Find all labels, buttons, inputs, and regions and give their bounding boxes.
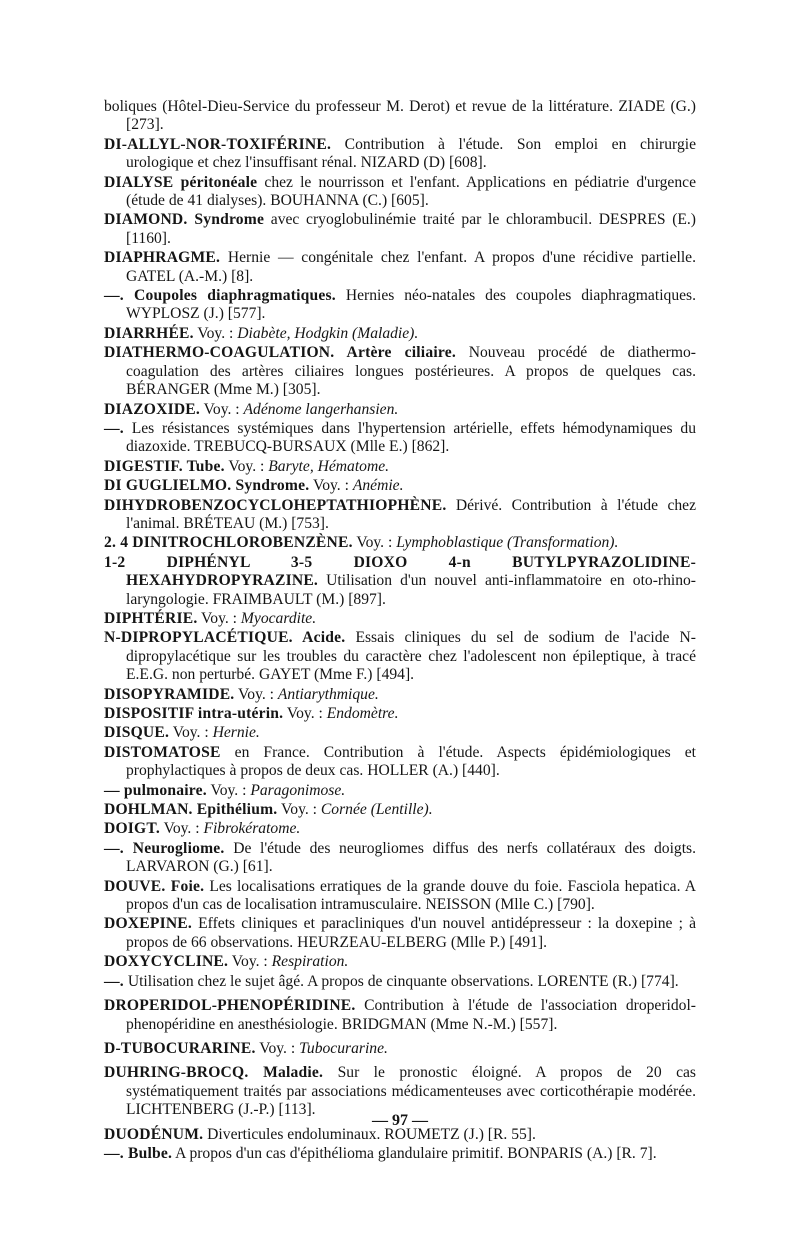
entry-text: Voy. : [210,781,247,799]
entry-text: avec cryoglobulinémie traité par le chlorambucil. DESPRES (E.) [1160]. [126,211,697,247]
entry-heading: DIAZOXIDE. [104,400,201,418]
entry-heading: —. Coupoles diaphragmatiques. [104,287,336,305]
entry-text: Diverticules endoluminaux. ROUMETZ (J.) [R. 55]. [207,1125,536,1143]
entry-text: Voy. : [203,400,240,418]
index-entry [104,344,696,399]
entry-see-also: Myocardite. [240,609,317,627]
entry-text: De l'étude des neurogliomes diffus des nerfs collatéraux des doigts. LARVARON (G.) [61]. [126,839,697,876]
entry-see-also: Endomètre. [326,705,399,722]
index-entry [104,534,696,552]
entry-text: Contribution à l'étude. Son emploi en chirurgie urologique et chez l'insuffisant rénal. NIZARD (D) [608]. [126,135,696,172]
entry-text: Voy. : [356,534,393,552]
entry-see-also: Adénome langerhansien. [243,400,399,418]
index-entry [104,211,696,248]
index-entry [104,401,696,419]
index-entry [104,249,696,286]
index-entry [104,801,696,819]
index-entry [104,554,696,609]
entry-heading: DISQUE. [104,724,170,742]
entry-heading: DISTOMATOSE [104,743,221,761]
entry-text: Voy. : [172,724,209,742]
entry-see-also: Paragonimose. [250,781,346,799]
index-entry [104,973,696,991]
entry-see-also: Respiration. [271,953,349,971]
entry-text: Voy. : [259,1039,296,1057]
index-entry [104,610,696,628]
entry-see-also: Anémie. [352,477,404,495]
entry-text: Nouveau procédé de diathermo-coagulation des artères ciliaires longues postérieures. A propos de quelques cas. BÉRANGER (Mme M.) [305]. [126,344,696,399]
index-entry [104,705,696,723]
index-entry [104,915,696,952]
index-entry [104,174,696,211]
entry-text: Voy. : [312,477,349,495]
entry-heading: 1-2 DIPHÉNYL 3-5 DIOXO 4-n BUTYLPYRAZOLIDINE-HEXAHYDROPYRAZINE. [104,553,696,590]
entry-text: Hernie — congénitale chez l'enfant. A propos d'une récidive partielle. GATEL (A.-M.) [8]. [126,249,696,285]
entry-heading: DOHLMAN. Epithélium. [104,801,278,819]
entry-text: Essais cliniques du sel de sodium de l'acide N-dipropylacétique sur les troubles du caractère chez l'adolescent non épileptique, à tracé E.E.G. non perturbé. GAYET (Mme F.) [494]. [126,629,696,684]
entry-heading: DIHYDROBENZOCYCLOHEPTATHIOPHÈNE. [104,496,447,514]
entry-heading: DOXYCYCLINE. [104,953,229,971]
entry-heading: N-DIPROPYLACÉTIQUE. Acide. [104,629,346,647]
entry-text: Voy. : [197,324,234,342]
index-entry [104,629,696,684]
index-entry [104,98,696,135]
entry-heading: DOUVE. Foie. [104,877,205,895]
index-page [104,98,696,1164]
entry-text: Les résistances systémiques dans l'hypertension artérielle, effets hémodynamiques du diazoxide. TREBUCQ-BURSAUX (Mlle E.) [862]. [126,419,696,456]
entry-see-also: Lymphoblastique (Transformation). [396,534,619,552]
entry-text: Utilisation d'un nouvel anti-inflammatoire en oto-rhino-laryngologie. FRAIMBAULT (M.) [897]. [126,572,696,608]
entry-text: en France. Contribution à l'étude. Aspects épidémiologiques et prophylactiques à propos de deux cas. HOLLER (A.) [440]. [126,743,696,780]
entry-heading: —. [104,972,124,990]
index-entry [104,997,696,1034]
entry-see-also: Diabète, Hodgkin (Maladie). [237,324,419,342]
entry-heading: —. [104,419,124,437]
entry-text: Voy. : [163,820,200,838]
entry-heading: DROPERIDOL-PHENOPÉRIDINE. [104,997,356,1015]
entry-text: chez le nourrisson et l'enfant. Applications en pédiatrie d'urgence (étude de 41 dialyses). BOUHANNA (C.) [605]. [126,173,696,210]
index-entry [104,782,696,800]
entry-text: Hernies néo-natales des coupoles diaphragmatiques. WYPLOSZ (J.) [577]. [126,287,697,323]
index-entry [104,953,696,971]
entry-heading: DOXEPINE. [104,915,193,933]
index-entry [104,840,696,877]
entry-heading: DIAPHRAGME. [104,249,221,267]
index-entry [104,477,696,495]
entry-heading: DIAMOND. Syndrome [104,211,265,229]
index-entry [104,458,696,476]
entry-text: Voy. : [281,801,317,819]
entry-heading: DIALYSE péritonéale [104,173,258,191]
index-entry [104,820,696,838]
page-number: — 97 — [372,1112,428,1129]
entry-heading: — pulmonaire. [104,781,207,799]
entry-heading: DIPHTÉRIE. [104,609,198,627]
entry-text: Les localisations erratiques de la grande douve du foie. Fasciola hepatica. A propos d'un cas de localisation intramusculaire. NEISSON (Mlle C.) [790]. [126,877,696,914]
entry-heading: DUODÉNUM. [104,1125,204,1143]
index-entry [104,686,696,704]
entry-text: Utilisation chez le sujet âgé. A propos de cinquante observations. LORENTE (R.) [774]. [127,972,679,990]
index-entry [104,744,696,781]
entry-text: Sur le pronostic éloigné. A propos de 20 cas systématiquement traités par associations médicamenteuses avec corticothérapie modérée. LICHTENBERG (J.-P.) [113]. [126,1064,696,1119]
entry-heading: DUHRING-BROCQ. Maladie. [104,1064,324,1082]
entry-heading: DIGESTIF. Tube. [104,457,225,475]
entry-heading: DI GUGLIELMO. Syndrome. [104,477,310,495]
index-entry [104,497,696,534]
entry-heading: —. Neurogliome. [104,839,225,857]
entry-text: Voy. : [201,609,238,627]
entry-text: Voy. : [238,685,274,703]
index-entry [104,287,696,324]
entry-heading: DISOPYRAMIDE. [104,685,235,703]
entry-text: Effets cliniques et paracliniques d'un nouvel antidépresseur : la doxepine ; à propos de 66 observations. HEURZEAU-ELBERG (Mlle P.) [491]. [126,915,696,951]
index-entry [104,724,696,742]
entry-heading: DI-ALLYL-NOR-TOXIFÉRINE. [104,135,332,153]
entry-heading: 2. 4 DINITROCHLOROBENZÈNE. [104,534,353,552]
entry-text: Voy. : [228,457,265,475]
entry-text: boliques (Hôtel-Dieu-Service du professeur M. Derot) et revue de la littérature. ZIADE (G.) [273]. [104,98,696,134]
entry-see-also: Tubocurarine. [299,1039,388,1057]
entry-see-also: Cornée (Lentille). [320,801,433,819]
entry-text: A propos d'un cas d'épithélioma glandulaire primitif. BONPARIS (A.) [R. 7]. [175,1144,657,1162]
index-entry [104,1145,696,1163]
entry-text: Dérivé. Contribution à l'étude chez l'animal. BRÉTEAU (M.) [753]. [126,496,697,532]
index-entry [104,420,696,457]
entry-heading: DIATHERMO-COAGULATION. Artère ciliaire. [104,344,456,362]
entry-heading: DISPOSITIF intra-utérin. [104,705,284,722]
index-entry [104,325,696,343]
entry-see-also: Antiarythmique. [277,685,379,703]
entry-heading: DOIGT. [104,820,160,838]
entry-text: Voy. : [286,705,323,722]
index-entry [104,136,696,173]
entry-heading: DIARRHÉE. [104,324,194,342]
entry-see-also: Baryte, Hématome. [268,457,390,475]
entry-see-also: Fibrokératome. [203,820,301,838]
entry-heading: D-TUBOCURARINE. [104,1039,256,1057]
entry-see-also: Hernie. [212,724,260,742]
entry-text: Voy. : [231,953,268,971]
index-entry [104,1040,696,1058]
entry-heading: —. Bulbe. [104,1144,173,1162]
entry-text: Contribution à l'étude de l'association droperidol-phenopéridine en anesthésiologie. BRIDGMAN (Mme N.-M.) [557]. [126,997,696,1033]
index-entry [104,878,696,915]
